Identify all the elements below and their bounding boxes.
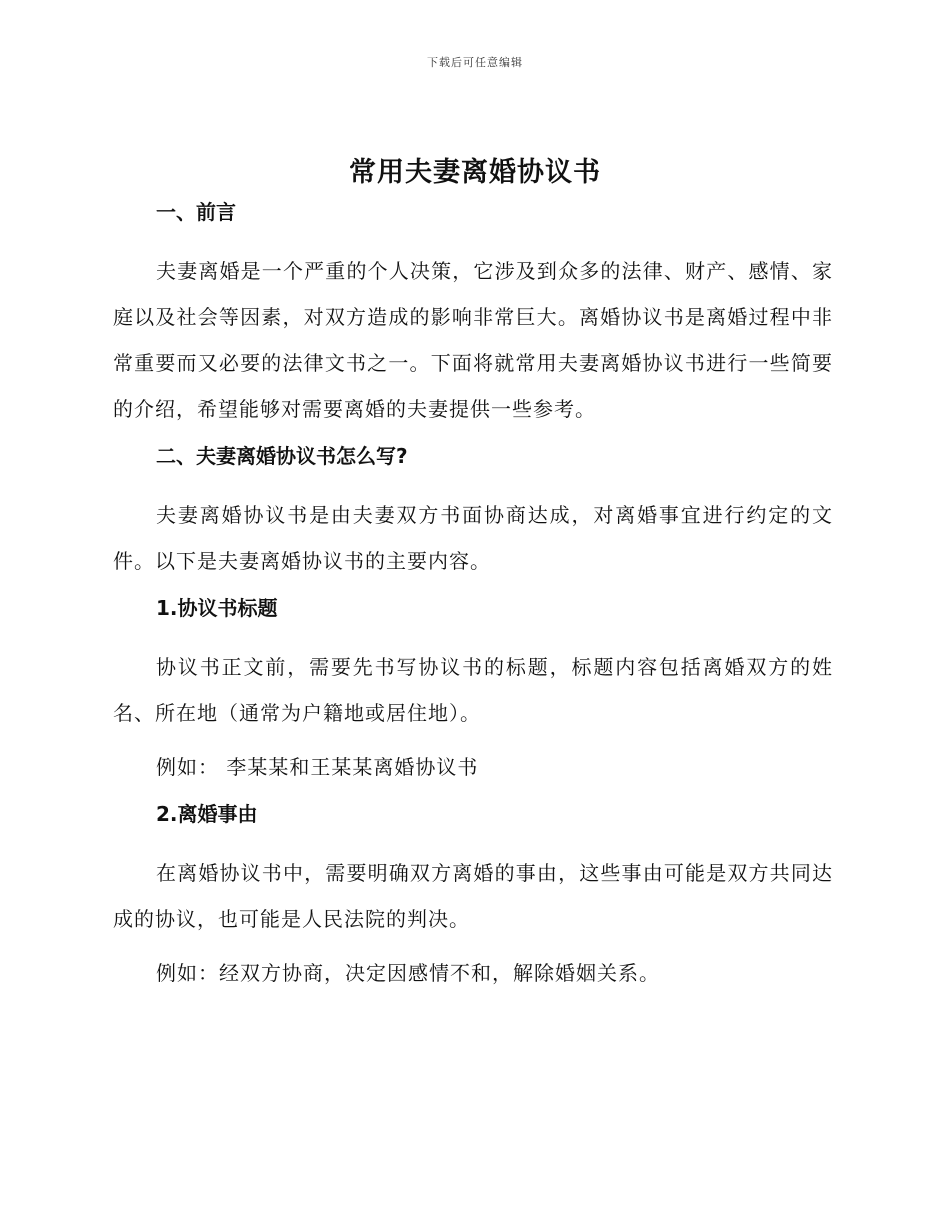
example-title: 例如： 李某某和王某某离婚协议书	[156, 755, 479, 779]
section-heading-how-to-write: 二、夫妻离婚协议书怎么写?	[156, 444, 408, 468]
document-body	[113, 196, 833, 1004]
paragraph-how-to-write: 夫妻离婚协议书是由夫妻双方书面协商达成，对离婚事宜进行约定的文件。以下是夫妻离婚协议书的主要内容。	[113, 503, 833, 573]
subsection-heading-title: 1.协议书标题	[156, 596, 278, 620]
paragraph-reason: 在离婚协议书中，需要明确双方离婚的事由，这些事由可能是双方共同达成的协议，也可能是人民法院的判决。	[113, 861, 833, 931]
document-title: 常用夫妻离婚协议书	[349, 157, 601, 188]
paragraph-title: 协议书正文前，需要先书写协议书的标题，标题内容包括离婚双方的姓名、所在地（通常为户籍地或居住地）。	[113, 655, 833, 725]
paragraph-intro: 夫妻离婚是一个严重的个人决策，它涉及到众多的法律、财产、感情、家庭以及社会等因素，对双方造成的影响非常巨大。离婚协议书是离婚过程中非常重要而又必要的法律文书之一。下面将就常用夫妻离婚协议书进行一些简要的介绍，希望能够对需要离婚的夫妻提供一些参考。	[113, 259, 833, 421]
example-reason: 例如：经双方协商，决定因感情不和，解除婚姻关系。	[156, 961, 660, 985]
section-heading-intro: 一、前言	[156, 200, 236, 224]
subsection-heading-reason: 2.离婚事由	[156, 802, 258, 826]
header-note: 下载后可任意编辑	[427, 56, 523, 69]
